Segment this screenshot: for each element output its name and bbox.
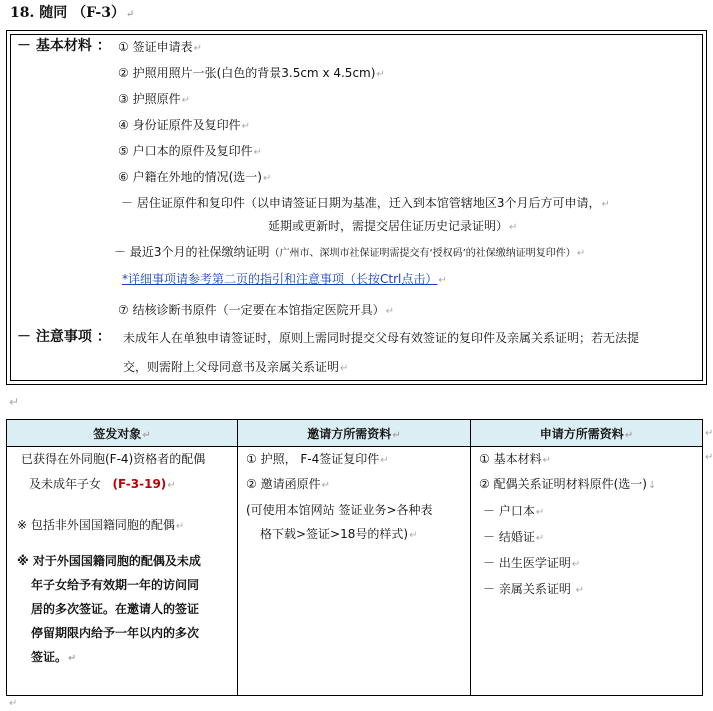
inviter-line-3: (可使用本馆网站 签证业务>各种表 (246, 503, 433, 517)
basic-item-1: ① 签证申请表↵ (118, 40, 202, 54)
detail-link-line: *详细事项请参考第二页的指引和注意事项（长按Ctrl点击）↵ (122, 272, 447, 286)
cell-issue-target (7, 447, 238, 696)
basic-materials-label: － 基本材料 ： (17, 38, 111, 54)
target-note-2-line-5: 签证。↵ (31, 650, 77, 664)
residence-line-2: 延期或更新时，需提交居住证历史记录证明）↵ (268, 219, 518, 233)
residence-line-1: － 居住证原件和复印件（以申请签证日期为基准，迁入到本馆管辖地区3个月后方可申请，↵ (121, 196, 610, 210)
applicant-option-3: － 出生医学证明↵ (483, 556, 581, 570)
applicant-option-2: － 结婚证↵ (483, 530, 545, 544)
target-line-2: 及未成年子女 (F-3-19)↵ (29, 477, 176, 491)
paragraph-mark: ↵ (125, 9, 135, 20)
applicant-option-4: － 亲属关系证明 ↵ (483, 582, 585, 596)
paragraph-mark-blank: ↵ (9, 395, 20, 409)
row-end-mark-2: ↵ (705, 452, 713, 463)
paragraph-mark-end: ↵ (9, 698, 18, 709)
cell-applicant-docs (471, 447, 703, 696)
header-issue-target: 签发对象↵ (7, 420, 238, 447)
requirements-table (6, 419, 703, 696)
basic-item-7: ⑦ 结核诊断书原件（一定要在本馆指定医院开具）↵ (118, 303, 394, 317)
social-insurance-line: － 最近3个月的社保缴纳证明（广州市、深圳市社保证明需提交有‘授权码’的社保缴纳证明复印件）↵ (114, 245, 586, 259)
inviter-line-4: 格下载>签证>18号的样式)↵ (260, 527, 418, 541)
basic-item-5: ⑤ 户口本的原件及复印件↵ (118, 144, 262, 158)
basic-item-3: ③ 护照原件↵ (118, 92, 190, 106)
basic-item-6: ⑥ 户籍在外地的情况(选一)↵ (118, 170, 272, 184)
notes-line-1: 未成年人在单独申请签证时，原则上需同时提交父母有效签证的复印件及亲属关系证明；若无法提 (123, 331, 640, 345)
header-inviter-docs: 邀请方所需资料↵ (238, 420, 471, 447)
section-title: 18. 随同 （F-3）↵ (10, 5, 135, 21)
requirements-box (6, 30, 707, 385)
applicant-line-2: ② 配偶关系证明材料原件(选一)↓ (479, 477, 657, 491)
basic-item-4: ④ 身份证原件及复印件↵ (118, 118, 250, 132)
header-applicant-docs: 申请方所需资料↵ (471, 420, 703, 447)
table-row (7, 447, 703, 696)
visa-code: (F-3-19) (112, 477, 167, 491)
target-line-1: 已获得在外同胞(F-4)资格者的配偶 (21, 452, 206, 466)
target-note-1: ※ 包括非外国国籍同胞的配偶↵ (17, 518, 185, 532)
table-header-row (7, 420, 703, 447)
inviter-line-2: ② 邀请函原件↵ (246, 477, 330, 491)
notes-label: － 注意事项 ： (17, 329, 111, 345)
requirements-box-inner (10, 34, 703, 381)
notes-line-2: 交，则需附上父母同意书及亲属关系证明↵ (123, 360, 349, 374)
applicant-line-1: ① 基本材料↵ (479, 452, 551, 466)
target-note-2-line-4: 停留期限内给予一年以内的多次 (31, 626, 200, 640)
cell-inviter-docs (238, 447, 471, 696)
target-note-2-line-2: 年子女给予有效期一年的访问同 (31, 578, 200, 592)
detail-guide-link[interactable]: *详细事项请参考第二页的指引和注意事项（长按Ctrl点击） (122, 272, 438, 286)
basic-item-2: ② 护照用照片一张(白色的背景3.5cm x 4.5cm)↵ (118, 66, 385, 80)
target-note-2-line-1: ※ 对于外国国籍同胞的配偶及未成 (17, 554, 201, 568)
row-end-mark-1: ↵ (705, 428, 713, 439)
inviter-line-1: ① 护照， F-4签证复印件↵ (246, 452, 389, 466)
target-note-2-line-3: 居的多次签证。在邀请人的签证 (31, 602, 200, 616)
applicant-option-1: － 户口本↵ (483, 504, 545, 518)
